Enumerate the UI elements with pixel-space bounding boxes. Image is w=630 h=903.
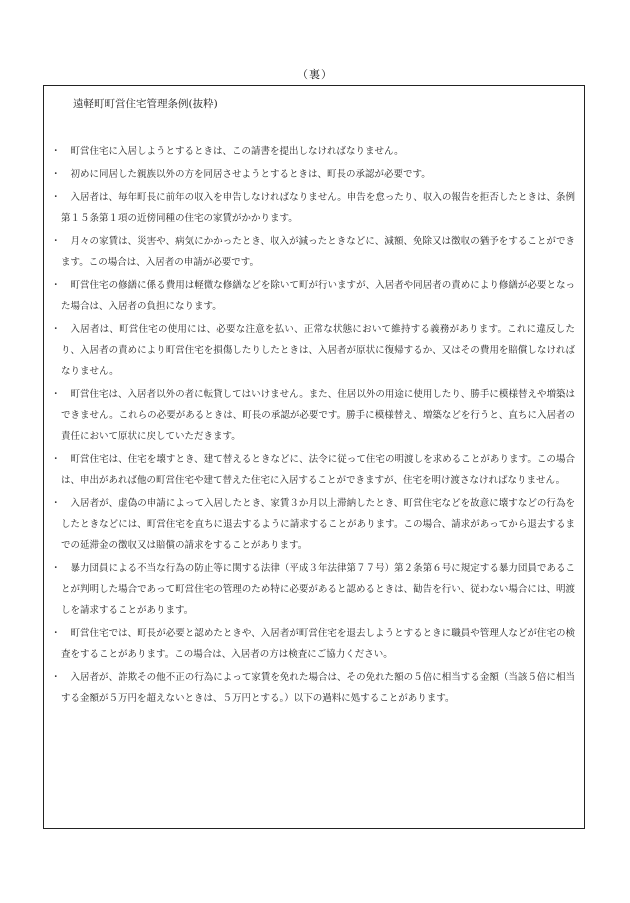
clause-text: 町営住宅に入居しようとするときは、この請書を提出しなければなりません。 [70,146,404,157]
clause-item [44,231,583,273]
clause-item [44,319,583,382]
clause-text: 入居者が、虚偽の申請によって入居したとき、家賃３か月以上滞納したとき、町営住宅などを故意に壊すなどの行為をしたときなどには、町営住宅を直ちに退去するように請求することがあります。この場合、請求があってから退去するまでの延滞金の徴収又は賠償の請求をすることがあります。 [61,498,575,551]
clause-text: 町営住宅では、町長が必要と認めたときや、入居者が町営住宅を退去しようとするときに職員や管理人などが住宅の検査をすることがあります。この場合は、入居者の方は検査にご協力ください。 [61,628,575,660]
clause-item [44,493,583,556]
clause-text: 初めに同居した親族以外の方を同居させようとするときは、町長の承認が必要です。 [70,169,431,180]
clause-text: 入居者は、毎年町長に前年の収入を申告しなければなりません。申告を怠ったり、収入の報告を拒否したときは、条例第１５条第１項の近傍同種の住宅の家賃がかかります。 [61,192,575,224]
clause-item [44,667,583,709]
bullet-icon: ・ [51,236,61,247]
document-title: 遠軽町町営住宅管理条例(抜粋) [73,98,218,110]
clause-text: 町営住宅の修繕に係る費用は軽微な修繕などを除いて町が行いますが、入居者や同居者の責めにより修繕が必要となった場合は、入居者の負担になります。 [61,280,575,312]
bullet-icon: ・ [51,192,61,203]
clause-item [44,449,583,491]
clause-text: 入居者は、町営住宅の使用には、必要な注意を払い、正常な状態において維持する義務があります。これに違反したり、入居者の責めにより町営住宅を損傷したりしたときは、入居者が原状に復帰するか、又はその費用を賠償しなければなりません。 [61,324,575,377]
clause-item [44,187,583,229]
clause-list [44,141,583,711]
bullet-icon: ・ [51,169,61,180]
clause-text: 暴力団員による不当な行為の防止等に関する法律（平成３年法律第７７号）第２条第６号に規定する暴力団員であることが判明した場合であって町営住宅の管理のため特に必要があると認めるときは、勧告を行い、従わない場合には、明渡しを請求することがあります。 [61,563,575,616]
clause-text: 月々の家賃は、災害や、病気にかかったとき、収入が減ったときなどに、減額、免除又は徴収の猶予をすることができます。この場合は、入居者の申請が必要です。 [61,236,575,268]
clause-text: 町営住宅は、入居者以外の者に転貸してはいけません。また、住居以外の用途に使用したり、勝手に模様替えや増築はできません。これらの必要があるときは、町長の承認が必要です。勝手に模様替え、増築などを行うと、直ちに入居者の責任において原状に戻していただきます。 [61,389,575,442]
bullet-icon: ・ [51,628,61,639]
clause-text: 町営住宅は、住宅を壊すとき、建て替えるときなどに、法令に従って住宅の明渡しを求めることがあります。この場合は、申出があれば他の町営住宅や建て替えた住宅に入居することができますが、住宅を明け渡さなければなりません。 [61,454,575,486]
bullet-icon: ・ [51,672,61,683]
clause-text: 入居者が、詐欺その他不正の行為によって家賃を免れた場合は、その免れた額の５倍に相当する金額（当該５倍に相当する金額が５万円を超えないときは、５万円とする。）以下の過料に処することがあります。 [61,672,575,704]
page-heading: （裏） [297,68,333,81]
bullet-icon: ・ [51,146,61,157]
clause-item [44,384,583,447]
bullet-icon: ・ [51,498,61,509]
bullet-icon: ・ [51,389,61,400]
clause-item [44,141,583,162]
bullet-icon: ・ [51,454,61,465]
clause-item [44,275,583,317]
clause-item [44,164,583,185]
document-frame [43,85,585,829]
bullet-icon: ・ [51,324,61,335]
clause-item [44,623,583,665]
clause-item [44,558,583,621]
bullet-icon: ・ [51,280,61,291]
bullet-icon: ・ [51,563,61,574]
